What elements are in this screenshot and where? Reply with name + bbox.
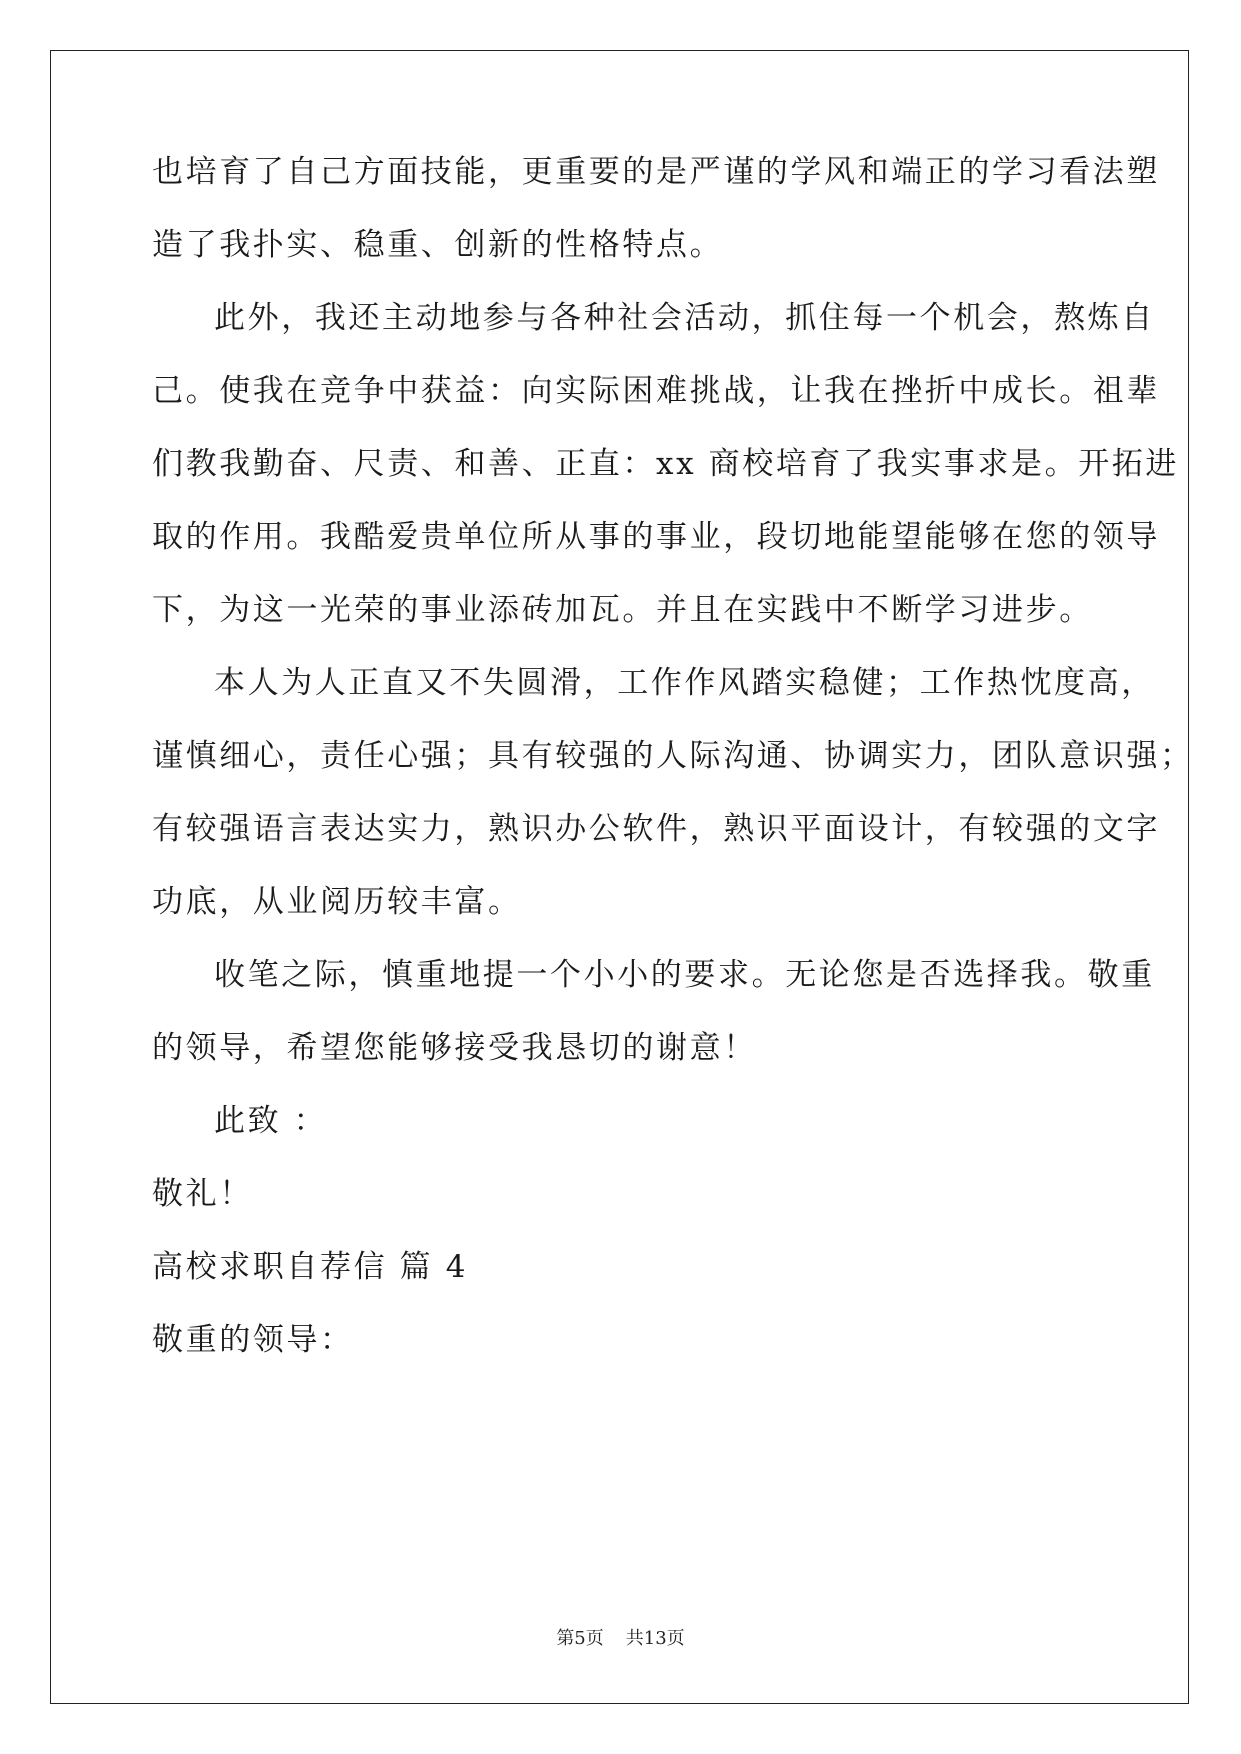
text-line-9: 谨慎细心，责任心强；具有较强的人际沟通、协调实力，团队意识强； [152,738,1194,774]
page-total: 共13页 [625,1628,685,1649]
text-line-4: 己。使我在竞争中获益：向实际困难挑战，让我在挫折中成长。祖辈 [152,373,1160,409]
section-heading: 高校求职自荐信 篇 4 [152,1249,469,1285]
text-line-11: 功底，从业阅历较丰富。 [152,884,522,920]
closing-regards: 敬礼！ [152,1176,253,1212]
closing-salutation: 此致 ： [214,1103,328,1139]
page-number: 第5页 [556,1628,604,1649]
page-footer [0,1627,1241,1651]
text-line-1: 也培育了自己方面技能，更重要的是严谨的学风和端正的学习看法塑 [152,154,1160,190]
text-line-5: 们教我勤奋、尺责、和善、正直：xx 商校培育了我实事求是。开拓进 [152,446,1180,482]
text-line-8: 本人为人正直又不失圆滑，工作作风踏实稳健；工作热忱度高， [214,665,1155,701]
text-line-12: 收笔之际，慎重地提一个小小的要求。无论您是否选择我。敬重 [214,957,1155,993]
text-line-10: 有较强语言表达实力，熟识办公软件，熟识平面设计，有较强的文字 [152,811,1160,847]
greeting-line: 敬重的领导： [152,1322,354,1358]
text-line-3: 此外，我还主动地参与各种社会活动，抓住每一个机会，熬炼自 [214,300,1155,336]
text-line-13: 的领导，希望您能够接受我恳切的谢意！ [152,1030,757,1066]
text-line-2: 造了我扑实、稳重、创新的性格特点。 [152,227,724,263]
text-line-6: 取的作用。我酷爱贵单位所从事的事业，段切地能望能够在您的领导 [152,519,1160,555]
text-line-7: 下，为这一光荣的事业添砖加瓦。并且在实践中不断学习进步。 [152,592,1093,628]
